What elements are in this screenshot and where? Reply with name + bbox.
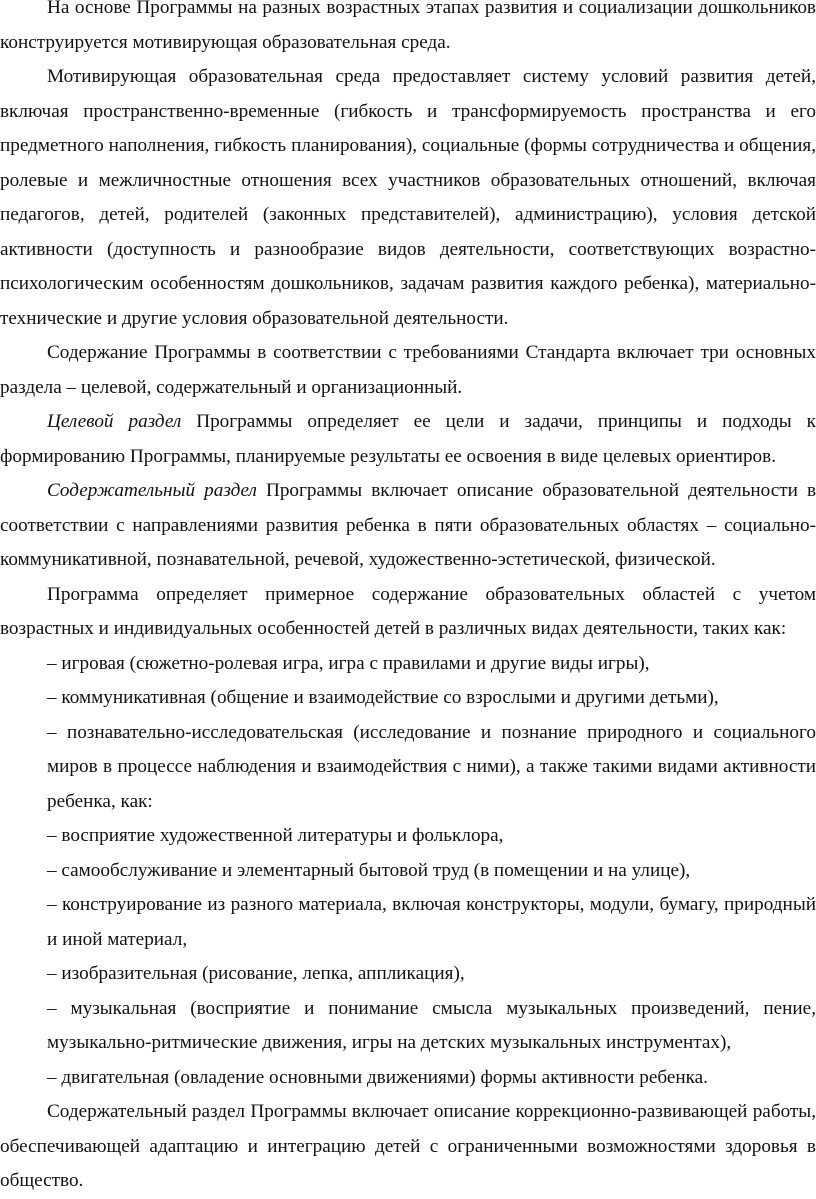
list-item-construction: – конструирование из разного материала, включая конструкторы, модули, бумагу, природный и иной материал, xyxy=(47,894,816,950)
content-section-text: Программы включает описание образовательной деятельности в соответствии с направлениями развития ребенка в пяти образовательных областях – социально-коммуникативной, познавательной, речевой, художественно-эстетической, физической. xyxy=(0,480,816,570)
list-item-music: – музыкальная (восприятие и понимание смысла музыкальных произведений, пение, музыкально-ритмические движения, игры на детских музыкальных инструментах), xyxy=(47,997,816,1053)
list-item-play: – игровая (сюжетно-ролевая игра, игра с правилами и другие виды игры), xyxy=(47,652,650,674)
paragraph-correctional-work: Содержательный раздел Программы включает описание коррекционно-развивающей работы, обеспечивающей адаптацию и интеграцию детей с ограниченными возможностями здоровья в общество. xyxy=(0,1101,816,1191)
paragraph-environment-conditions: Мотивирующая образовательная среда предоставляет систему условий развития детей, включая пространственно-временные (гибкость и трансформируемость пространства и его предметного наполнения, гибкость планирования), социальные (формы сотрудничества и общения, ролевые и межличностные отношения всех участников образовательных отношений, включая педагогов, детей, родителей (законных представителей), администрацию), условия детской активности (доступность и разнообразие видов деятельности, соответствующих возрастно-психологическим особенностям дошкольников, задачам развития каждого ребенка), материально-технические и другие условия образовательной деятельности. xyxy=(0,66,816,329)
paragraph-target-section xyxy=(0,405,816,474)
content-section-term: Содержательный раздел xyxy=(47,480,257,501)
list-item-communicative: – коммуникативная (общение и взаимодействие со взрослыми и другими детьми), xyxy=(47,687,719,708)
list-item-motor: – двигательная (овладение основными движениями) формы активности ребенка. xyxy=(47,1066,708,1088)
paragraph-program-sections: Содержание Программы в соответствии с требованиями Стандарта включает три основных раздела – целевой, содержательный и организационный. xyxy=(0,342,816,398)
paragraph-motivating-environment-intro: На основе Программы на разных возрастных этапах развития и социализации дошкольников конструируется мотивирующая образовательная среда. xyxy=(0,0,816,53)
target-section-term: Целевой раздел xyxy=(47,411,182,432)
list-item-visual-art: – изобразительная (рисование, лепка, аппликация), xyxy=(47,963,465,984)
list-item-self-service: – самообслуживание и элементарный бытовой труд (в помещении и на улице), xyxy=(47,859,691,881)
list-item-literature: – восприятие художественной литературы и фольклора, xyxy=(47,825,504,846)
paragraph-content-section xyxy=(0,474,816,578)
paragraph-activity-types-intro: Программа определяет примерное содержание образовательных областей с учетом возрастных и индивидуальных особенностей детей в различных видах деятельности, таких как: xyxy=(0,583,816,639)
list-item-cognitive-research: – познавательно-исследовательская (исследование и познание природного и социального миров в процессе наблюдения и взаимодействия с ними), а также такими видами активности ребенка, как: xyxy=(47,721,816,812)
target-section-text: Программы определяет ее цели и задачи, принципы и подходы к формированию Программы, планируемые результаты ее освоения в виде целевых ориентиров. xyxy=(0,411,816,467)
